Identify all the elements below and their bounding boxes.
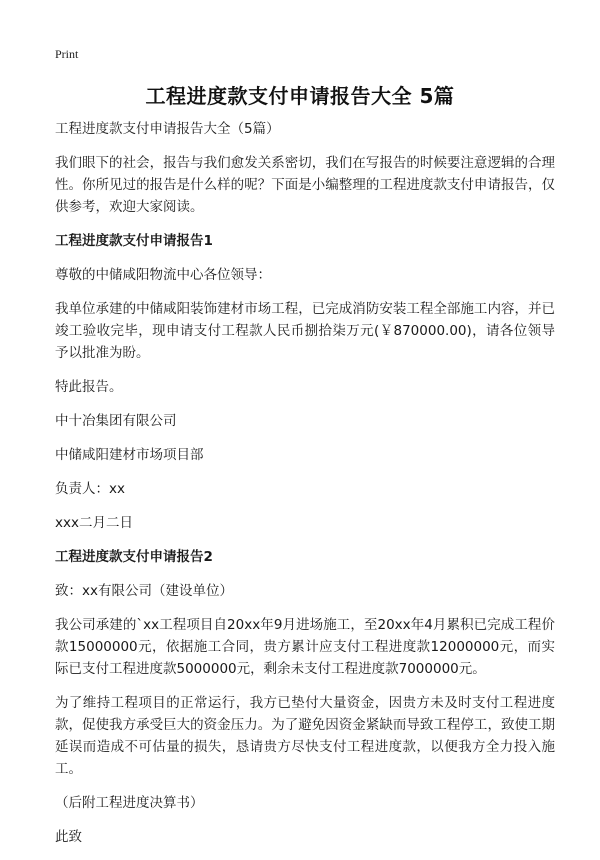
report2-body-2: 为了维持工程项目的正常运行，我方已垫付大量资金，因贵方未及时支付工程进度款，促使我方承受巨大的资金压力。为了避免因资金紧缺而导致工程停工，致使工期延误而造成不可估量的损失，恳请贵方尽快支付工程进度款，以便我方全力投入施工。 <box>55 695 555 777</box>
document-subtitle: 工程进度款支付申请报告大全（5篇） <box>55 121 280 137</box>
report1-closing: 特此报告。 <box>55 379 123 395</box>
report1-body: 我单位承建的中储咸阳装饰建材市场工程，已完成消防安装工程全部施工内容，并已竣工验收完毕，现申请支付工程款人民币捌拾柒万元(￥870000.00)，请各位领导予以批准为盼。 <box>55 301 555 361</box>
report1-salutation: 尊敬的中储咸阳物流中心各位领导： <box>55 267 271 283</box>
report1-responsible: 负责人：xx <box>55 481 125 497</box>
document-body <box>55 118 555 860</box>
report2-body-1: 我公司承建的`xx工程项目自20xx年9月进场施工，至20xx年4月累积已完成工程价款15000000元，依据施工合同，贵方累计应支付工程进度款12000000元，而实际已支付工程进度款5000000元，剩余未支付工程进度款7000000元。 <box>55 617 555 677</box>
report1-company: 中十冶集团有限公司 <box>55 413 177 429</box>
report2-salutation: 致：xx有限公司（建设单位） <box>55 583 233 599</box>
document-title: 工程进度款支付申请报告大全 5篇 <box>145 84 455 108</box>
report1-department: 中储咸阳建材市场项目部 <box>55 447 204 463</box>
report1-date: xxx二月二日 <box>55 515 133 531</box>
report2-heading: 工程进度款支付申请报告2 <box>55 549 213 565</box>
intro-paragraph: 我们眼下的社会，报告与我们愈发关系密切，我们在写报告的时候要注意逻辑的合理性。你所见过的报告是什么样的呢？下面是小编整理的工程进度款支付申请报告，仅供参考，欢迎大家阅读。 <box>55 155 555 215</box>
report2-attachment: （后附工程进度决算书） <box>55 795 204 811</box>
report2-closing: 此致 <box>55 829 82 845</box>
report1-heading: 工程进度款支付申请报告1 <box>55 233 213 249</box>
print-link[interactable]: Print <box>55 47 79 61</box>
